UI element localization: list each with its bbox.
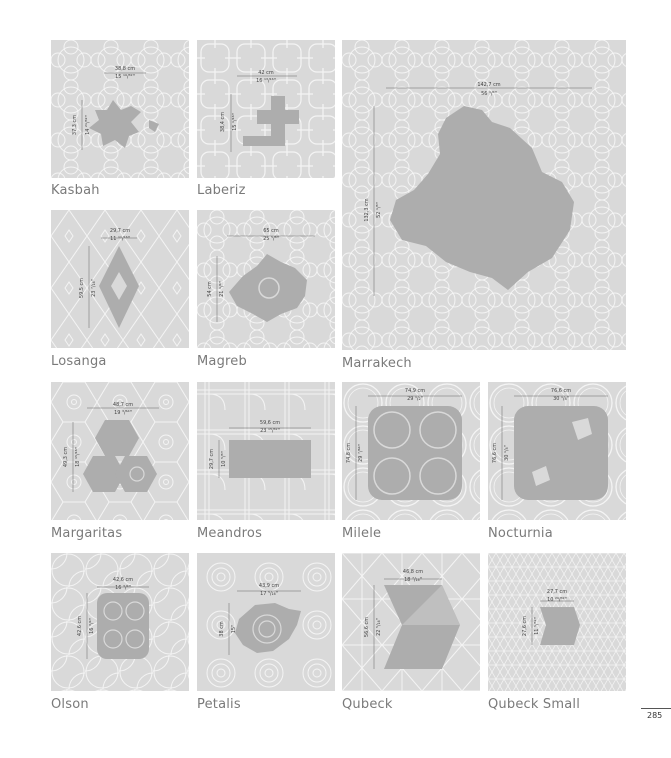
milele-height-cm: 74,8 cm (346, 442, 352, 464)
milele-width-in: 29 ¹/₂" (407, 396, 423, 402)
qubeck-width-in: 18 ⁷/₁₆" (404, 577, 422, 583)
kasbah-width-in: 15 ¹⁹/³²" (115, 74, 135, 80)
pattern-name-kasbah: Kasbah (51, 183, 100, 198)
kasbah-height-cm: 37,3 cm (72, 114, 78, 136)
pattern-name-qubeck-small: Qubeck Small (488, 697, 581, 712)
losanga-height-cm: 59,5 cm (79, 277, 85, 299)
laberiz-height-cm: 38,4 cm (220, 111, 226, 133)
margaritas-width-in: 19 ³/⁶⁴" (114, 410, 132, 416)
nocturnia-height-in: 30 ¹/₈" (504, 445, 510, 461)
tile-kasbah (51, 40, 189, 178)
tile-losanga (51, 210, 189, 348)
laberiz-pattern-graphic (197, 40, 335, 178)
milele-width-cm: 74,9 cm (404, 388, 426, 394)
qubeck-height-cm: 56,6 cm (364, 616, 370, 638)
kasbah-width-cm: 38,8 cm (114, 66, 136, 72)
olson-height-cm: 42,6 cm (77, 615, 83, 637)
olson-height-in: 16 ³/⁴" (89, 618, 95, 634)
losanga-height-in: 23 ⁷/₁₆" (91, 279, 97, 297)
pattern-name-meandros: Meandros (197, 526, 263, 541)
laberiz-width-in: 16 ¹³/¹⁶" (256, 78, 276, 84)
petalis-height-cm: 38 cm (219, 621, 225, 637)
tile-qubeck-small (488, 553, 626, 691)
pattern-name-margaritas: Margaritas (51, 526, 123, 541)
meandros-pattern-graphic (197, 382, 335, 520)
nocturnia-pattern-graphic (488, 382, 626, 520)
pattern-name-losanga: Losanga (51, 354, 107, 369)
kasbah-pattern-graphic (51, 40, 189, 178)
milele-pattern-graphic (342, 382, 480, 520)
page-number-rule (641, 708, 671, 709)
margaritas-height-cm: 49,3 cm (63, 446, 69, 468)
tile-olson (51, 553, 189, 691)
nocturnia-width-in: 30 ¹/₈" (553, 396, 569, 402)
meandros-width-in: 23 ¹⁵/³²" (260, 428, 280, 434)
petalis-width-cm: 43,9 cm (258, 583, 280, 589)
margaritas-pattern-graphic (51, 382, 189, 520)
losanga-pattern-graphic (51, 210, 189, 348)
losanga-width-cm: 29,7 cm (109, 228, 131, 234)
marrakech-height-cm: 132,3 cm (364, 198, 370, 222)
losanga-width-in: 11 ¹¹/¹⁶" (110, 236, 130, 242)
petalis-pattern-graphic (197, 553, 335, 691)
marrakech-width-in: 56 ¹/⁴" (481, 91, 497, 97)
tile-marrakech (342, 40, 626, 350)
qubeck-small-height-cm: 27,6 cm (522, 615, 528, 637)
pattern-name-olson: Olson (51, 697, 89, 712)
qubeck-pattern-graphic (342, 553, 480, 691)
qubeck-height-in: 22 ⁵/₁₆" (376, 618, 382, 636)
magreb-width-in: 25 ⁵/⁸" (263, 236, 279, 242)
marrakech-width-cm: 142,7 cm (477, 82, 501, 88)
qubeck-small-pattern-graphic (488, 553, 626, 691)
tile-magreb (197, 210, 335, 348)
magreb-pattern-graphic (197, 210, 335, 348)
laberiz-width-cm: 42 cm (258, 70, 274, 76)
qubeck-width-cm: 46,8 cm (402, 569, 424, 575)
tile-milele (342, 382, 480, 520)
pattern-name-marrakech: Marrakech (342, 356, 412, 371)
pattern-name-petalis: Petalis (197, 697, 241, 712)
magreb-height-cm: 54 cm (207, 281, 213, 297)
pattern-name-magreb: Magreb (197, 354, 247, 369)
tile-nocturnia (488, 382, 626, 520)
meandros-height-in: 10 ⁵/⁸" (221, 451, 227, 467)
meandros-height-cm: 29,7 cm (209, 448, 215, 470)
nocturnia-height-cm: 76,6 cm (492, 442, 498, 464)
qubeck-small-height-in: 11 ⁵/³²" (534, 617, 540, 635)
olson-width-cm: 42,6 cm (112, 577, 134, 583)
laberiz-height-in: 15 ¹/¹⁶" (232, 113, 238, 131)
margaritas-height-in: 18 ¹⁵/¹⁶" (75, 447, 81, 467)
pattern-name-laberiz: Laberiz (197, 183, 246, 198)
pattern-name-milele: Milele (342, 526, 382, 541)
tile-margaritas (51, 382, 189, 520)
olson-width-in: 16 ³/⁴" (115, 585, 131, 591)
margaritas-width-cm: 48,7 cm (112, 402, 134, 408)
olson-pattern-graphic (51, 553, 189, 691)
meandros-width-cm: 59,6 cm (259, 420, 281, 426)
marrakech-height-in: 52 ¹/⁸" (376, 202, 382, 218)
milele-height-in: 29 ⁷/⁶⁴" (358, 444, 364, 462)
pattern-name-nocturnia: Nocturnia (488, 526, 553, 541)
tile-laberiz (197, 40, 335, 178)
petalis-width-in: 17 ⁵/₁₆" (260, 591, 278, 597)
qubeck-small-width-cm: 27,7 cm (546, 589, 568, 595)
qubeck-small-width-in: 10 ²⁹/³²" (547, 597, 567, 603)
petalis-height-in: 15" (231, 624, 237, 634)
nocturnia-width-cm: 76,6 cm (550, 388, 572, 394)
tile-qubeck (342, 553, 480, 691)
kasbah-height-in: 14 ²¹/³²" (85, 115, 91, 135)
page-number: 285 (647, 711, 663, 720)
tile-meandros (197, 382, 335, 520)
marrakech-pattern-graphic (342, 40, 626, 350)
tile-petalis (197, 553, 335, 691)
pattern-name-qubeck: Qubeck (342, 697, 393, 712)
magreb-width-cm: 65 cm (263, 228, 279, 234)
magreb-height-in: 21 ¹/⁴" (219, 281, 225, 297)
